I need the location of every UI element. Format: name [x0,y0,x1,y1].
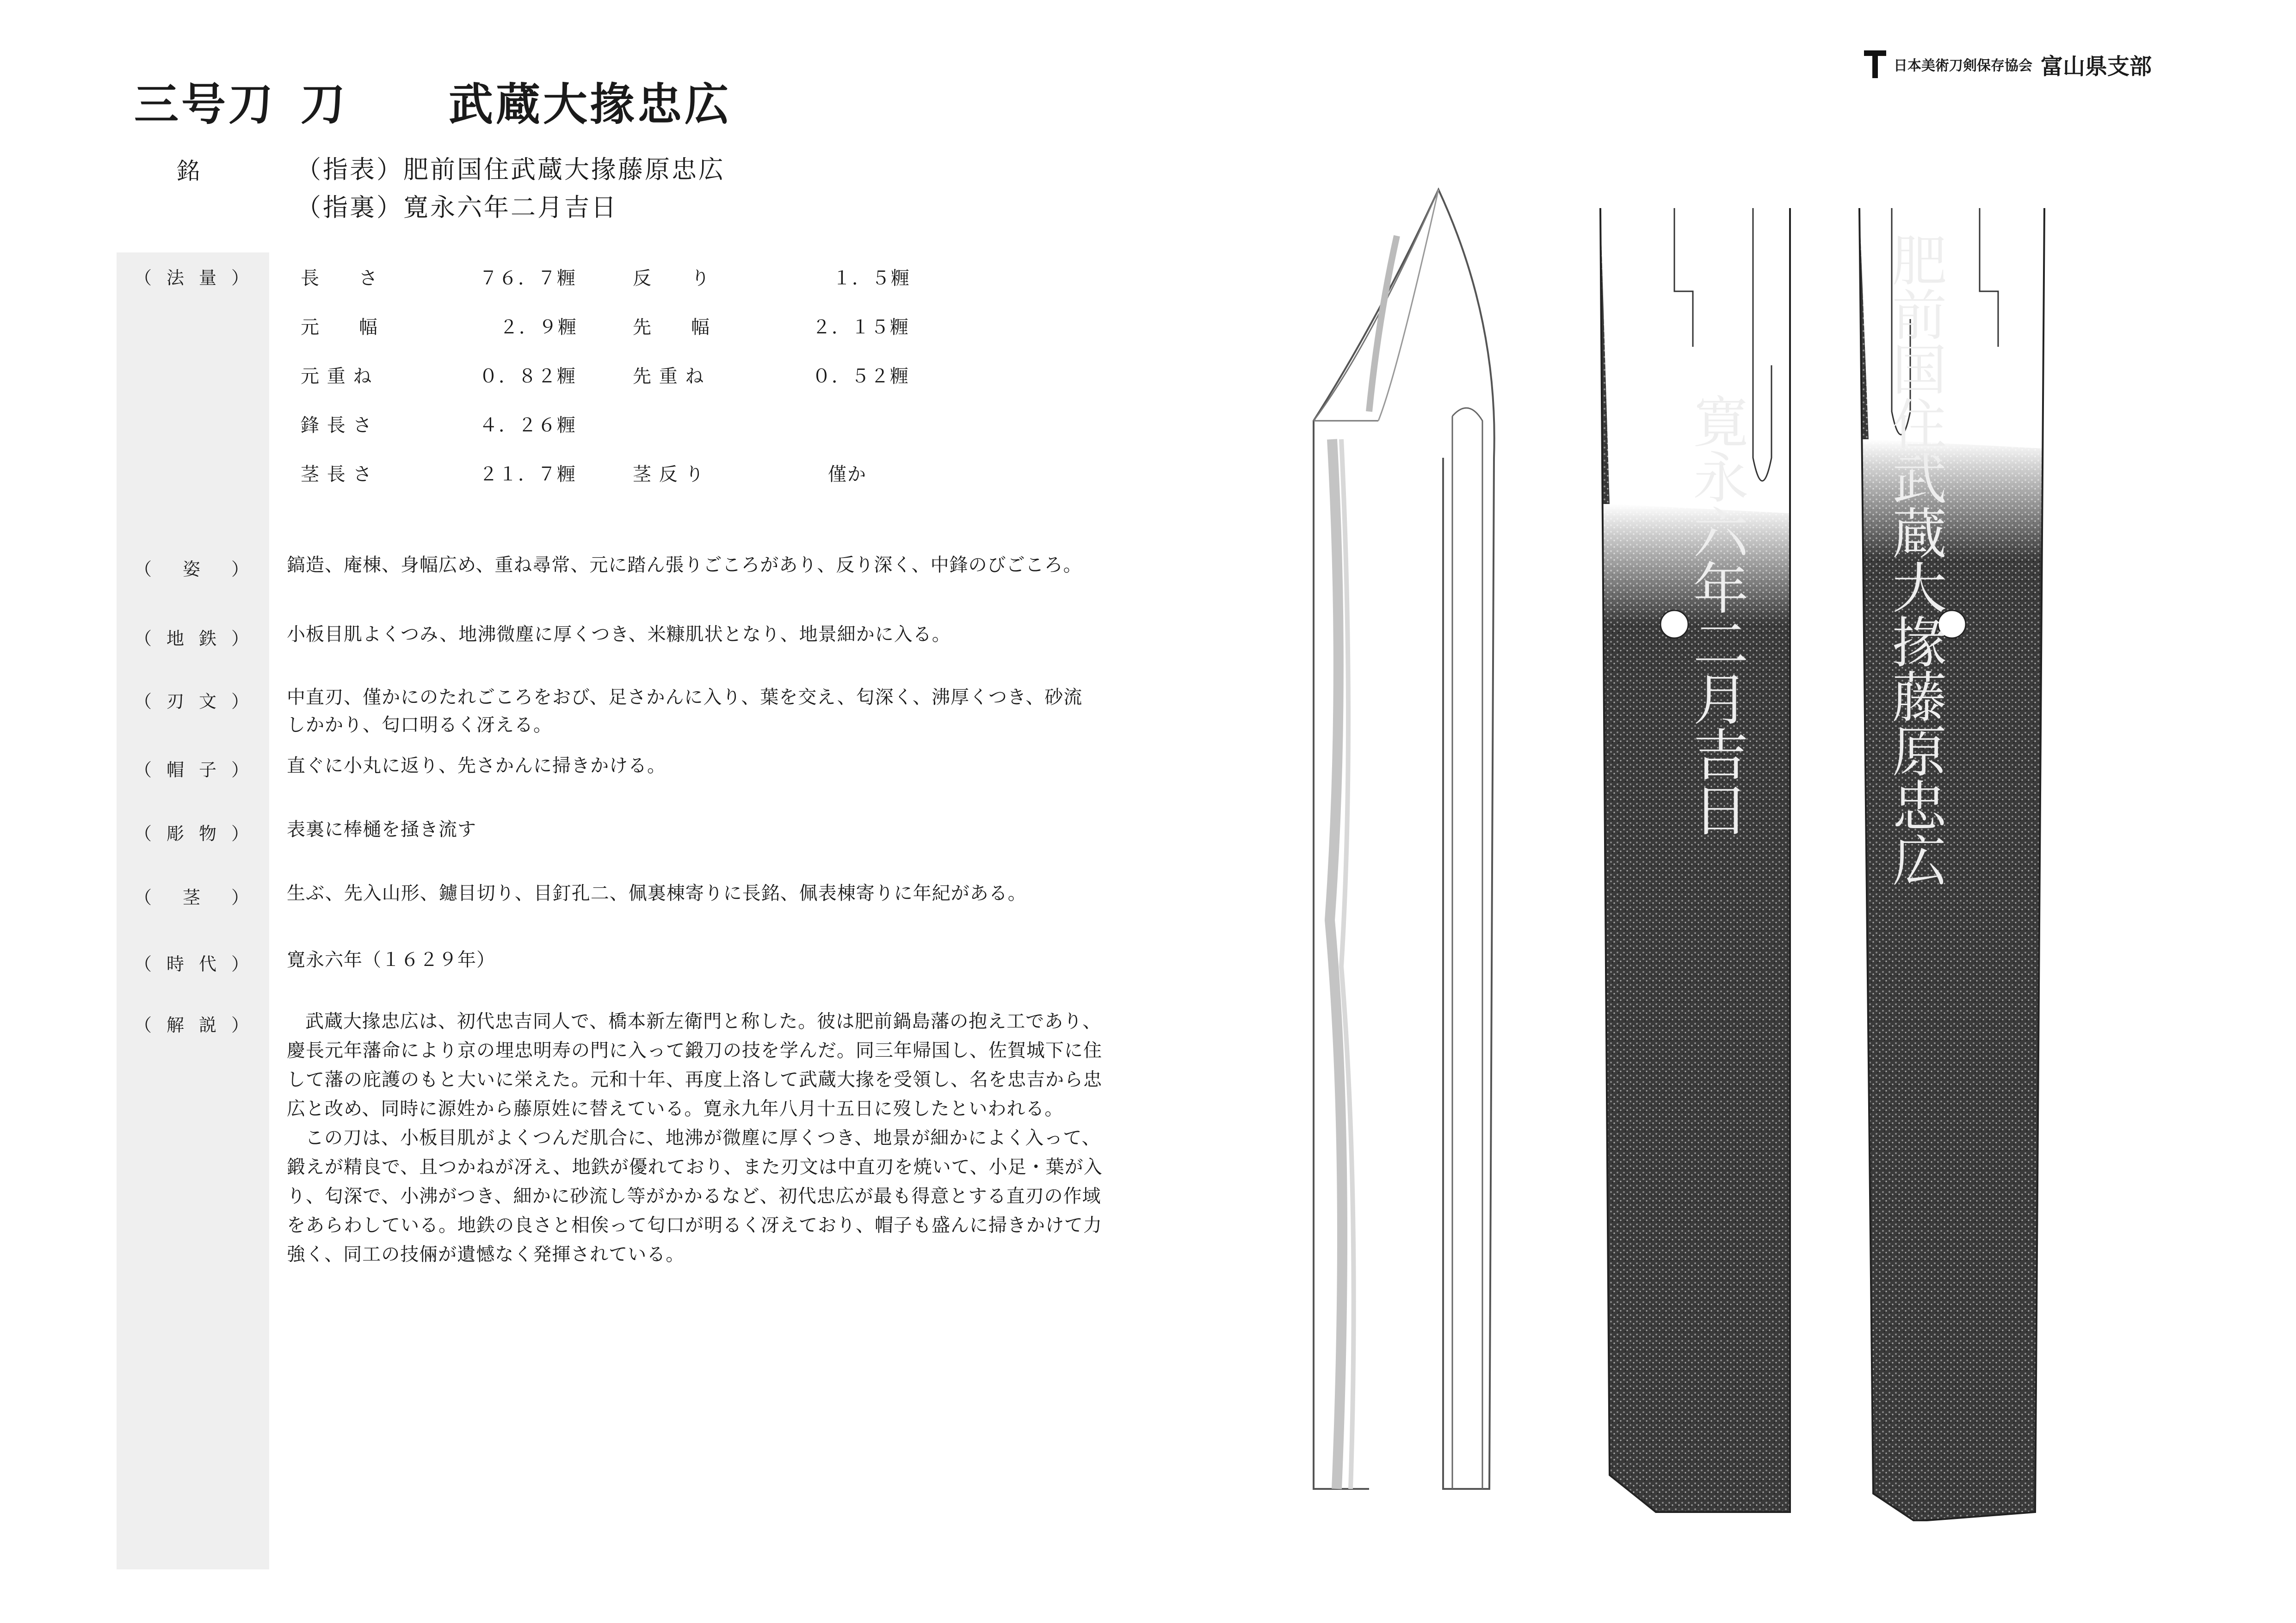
mei-ura: （指裏）寛永六年二月吉日 [296,193,618,222]
organization-header [1864,48,2152,80]
explanation-paragraph: 武蔵大掾忠広は、初代忠吉同人で、橋本新左衛門と称した。彼は肥前鍋島藩の抱え工であり、慶長元年藩命により京の埋忠明寿の門に入って鍛刀の技を学んだ。同三年帰国し、佐賀城下に住して藩の庇護のもと大いに栄えた。元和十年、再度上洛して武蔵大掾を受領し、名を忠吉から忠広と改め、同時に源姓から藤原姓に替えている。寛永九年八月十五日に歿したといわれる。 [287,1011,1102,1119]
nbthk-logo-icon [1864,50,1886,78]
section-text-jigane: 小板目肌よくつみ、地沸微塵に厚くつき、米糠肌状となり、地景細かに入る。 [287,624,951,645]
blade-type: 刀 [301,78,348,130]
tang-omote-drawing [1859,208,2044,1521]
section-label-kaisetsu: （ 解 説 ） [134,1015,250,1035]
section-label-hamon: （ 刃 文 ） [134,691,250,712]
measure-name: 茎 反 り [633,464,705,485]
measure-name: 元 重 ね [301,366,373,387]
section-text-horimono: 表裏に棒樋を掻き流す [287,819,476,840]
mei-label: 銘 [177,158,200,184]
measure-value: ２１．７糎 [479,464,576,485]
blade-number: 三号刀 [134,78,276,130]
section-text-jidai: 寛永六年（１６２９年） [287,949,495,971]
section-text-hamon: 中直刃、僅かにのたれごころをおび、足さかんに入り、葉を交え、匂深く、沸厚くつき、砂流しかかり、匂口明るく冴える。 [287,687,1083,736]
section-label-jidai: （ 時 代 ） [134,954,250,974]
measure-name: 茎 長 さ [301,464,373,485]
measure-name: 長 さ [301,268,378,289]
explanation-text [287,1007,1110,1269]
measure-value: １．５糎 [833,268,910,289]
measure-name: 鋒 長 さ [301,415,373,436]
branch-name: 富山県支部 [2041,53,2152,80]
measure-value: ０．８２糎 [479,366,576,387]
measurements-label: （ 法 量 ） [134,268,250,288]
section-text-boshi: 直ぐに小丸に返り、先さかんに掃きかける。 [287,755,666,776]
measure-value: 僅か [828,464,867,485]
section-text-nakago: 生ぶ、先入山形、鑢目切り、目釘孔二、佩裏棟寄りに長銘、佩表棟寄りに年紀がある。 [287,883,1027,904]
measure-name: 元 幅 [301,317,378,338]
measure-value: ７６．７糎 [479,268,576,289]
section-text-sugata: 鎬造、庵棟、身幅広め、重ね尋常、元に踏ん張りごころがあり、反り深く、中鋒のびごころ。 [287,554,1082,576]
section-label-jigane: （ 地 鉄 ） [134,628,250,649]
measure-name: 反 り [633,268,710,289]
section-label-horimono: （ 彫 物 ） [134,824,250,844]
tang-ura-drawing [1600,208,1790,1512]
mei-omote: （指表）肥前国住武蔵大掾藤原忠広 [296,155,725,184]
measure-name: 先 重 ね [633,366,705,387]
measure-value: ４．２６糎 [479,415,576,436]
measure-value: ２．１５糎 [812,317,909,338]
organization-name: 日本美術刀剣保存協会 [1894,58,2032,74]
tang-ura-inscription: 寛永六年二月吉日 [1684,393,1748,837]
smith-name: 武蔵大掾忠広 [449,78,732,130]
section-label-boshi: （ 帽 子 ） [134,760,250,780]
explanation-paragraph: この刀は、小板目肌がよくつんだ肌合に、地沸が微塵に厚くつき、地景が細かによく入って、鍛えが精良で、且つかねが冴え、地鉄が優れており、また刃文は中直刃を焼いて、小足・葉が入り、匂深で、小沸がつき、細かに砂流し等がかかるなど、初代忠広が最も得意とする直刃の作域をあらわしている。地鉄の良さと相俟って匂口が明るく冴えており、帽子も盛んに掃きかけて力強く、同工の技倆が遺憾なく発揮されている。 [287,1127,1103,1265]
blade-tip-drawing [1314,190,1494,1489]
measure-value: ２．９糎 [500,317,577,338]
tang-omote-inscription: 肥前国住武蔵大掾藤原忠広 [1883,232,1947,887]
measure-name: 先 幅 [633,317,710,338]
section-label-nakago: （ 茎 ） [134,887,250,908]
oshigata-illustration [1286,180,2091,1521]
label-column-band [117,252,269,1569]
section-label-sugata: （ 姿 ） [134,559,250,579]
measure-value: ０．５２糎 [812,366,909,387]
